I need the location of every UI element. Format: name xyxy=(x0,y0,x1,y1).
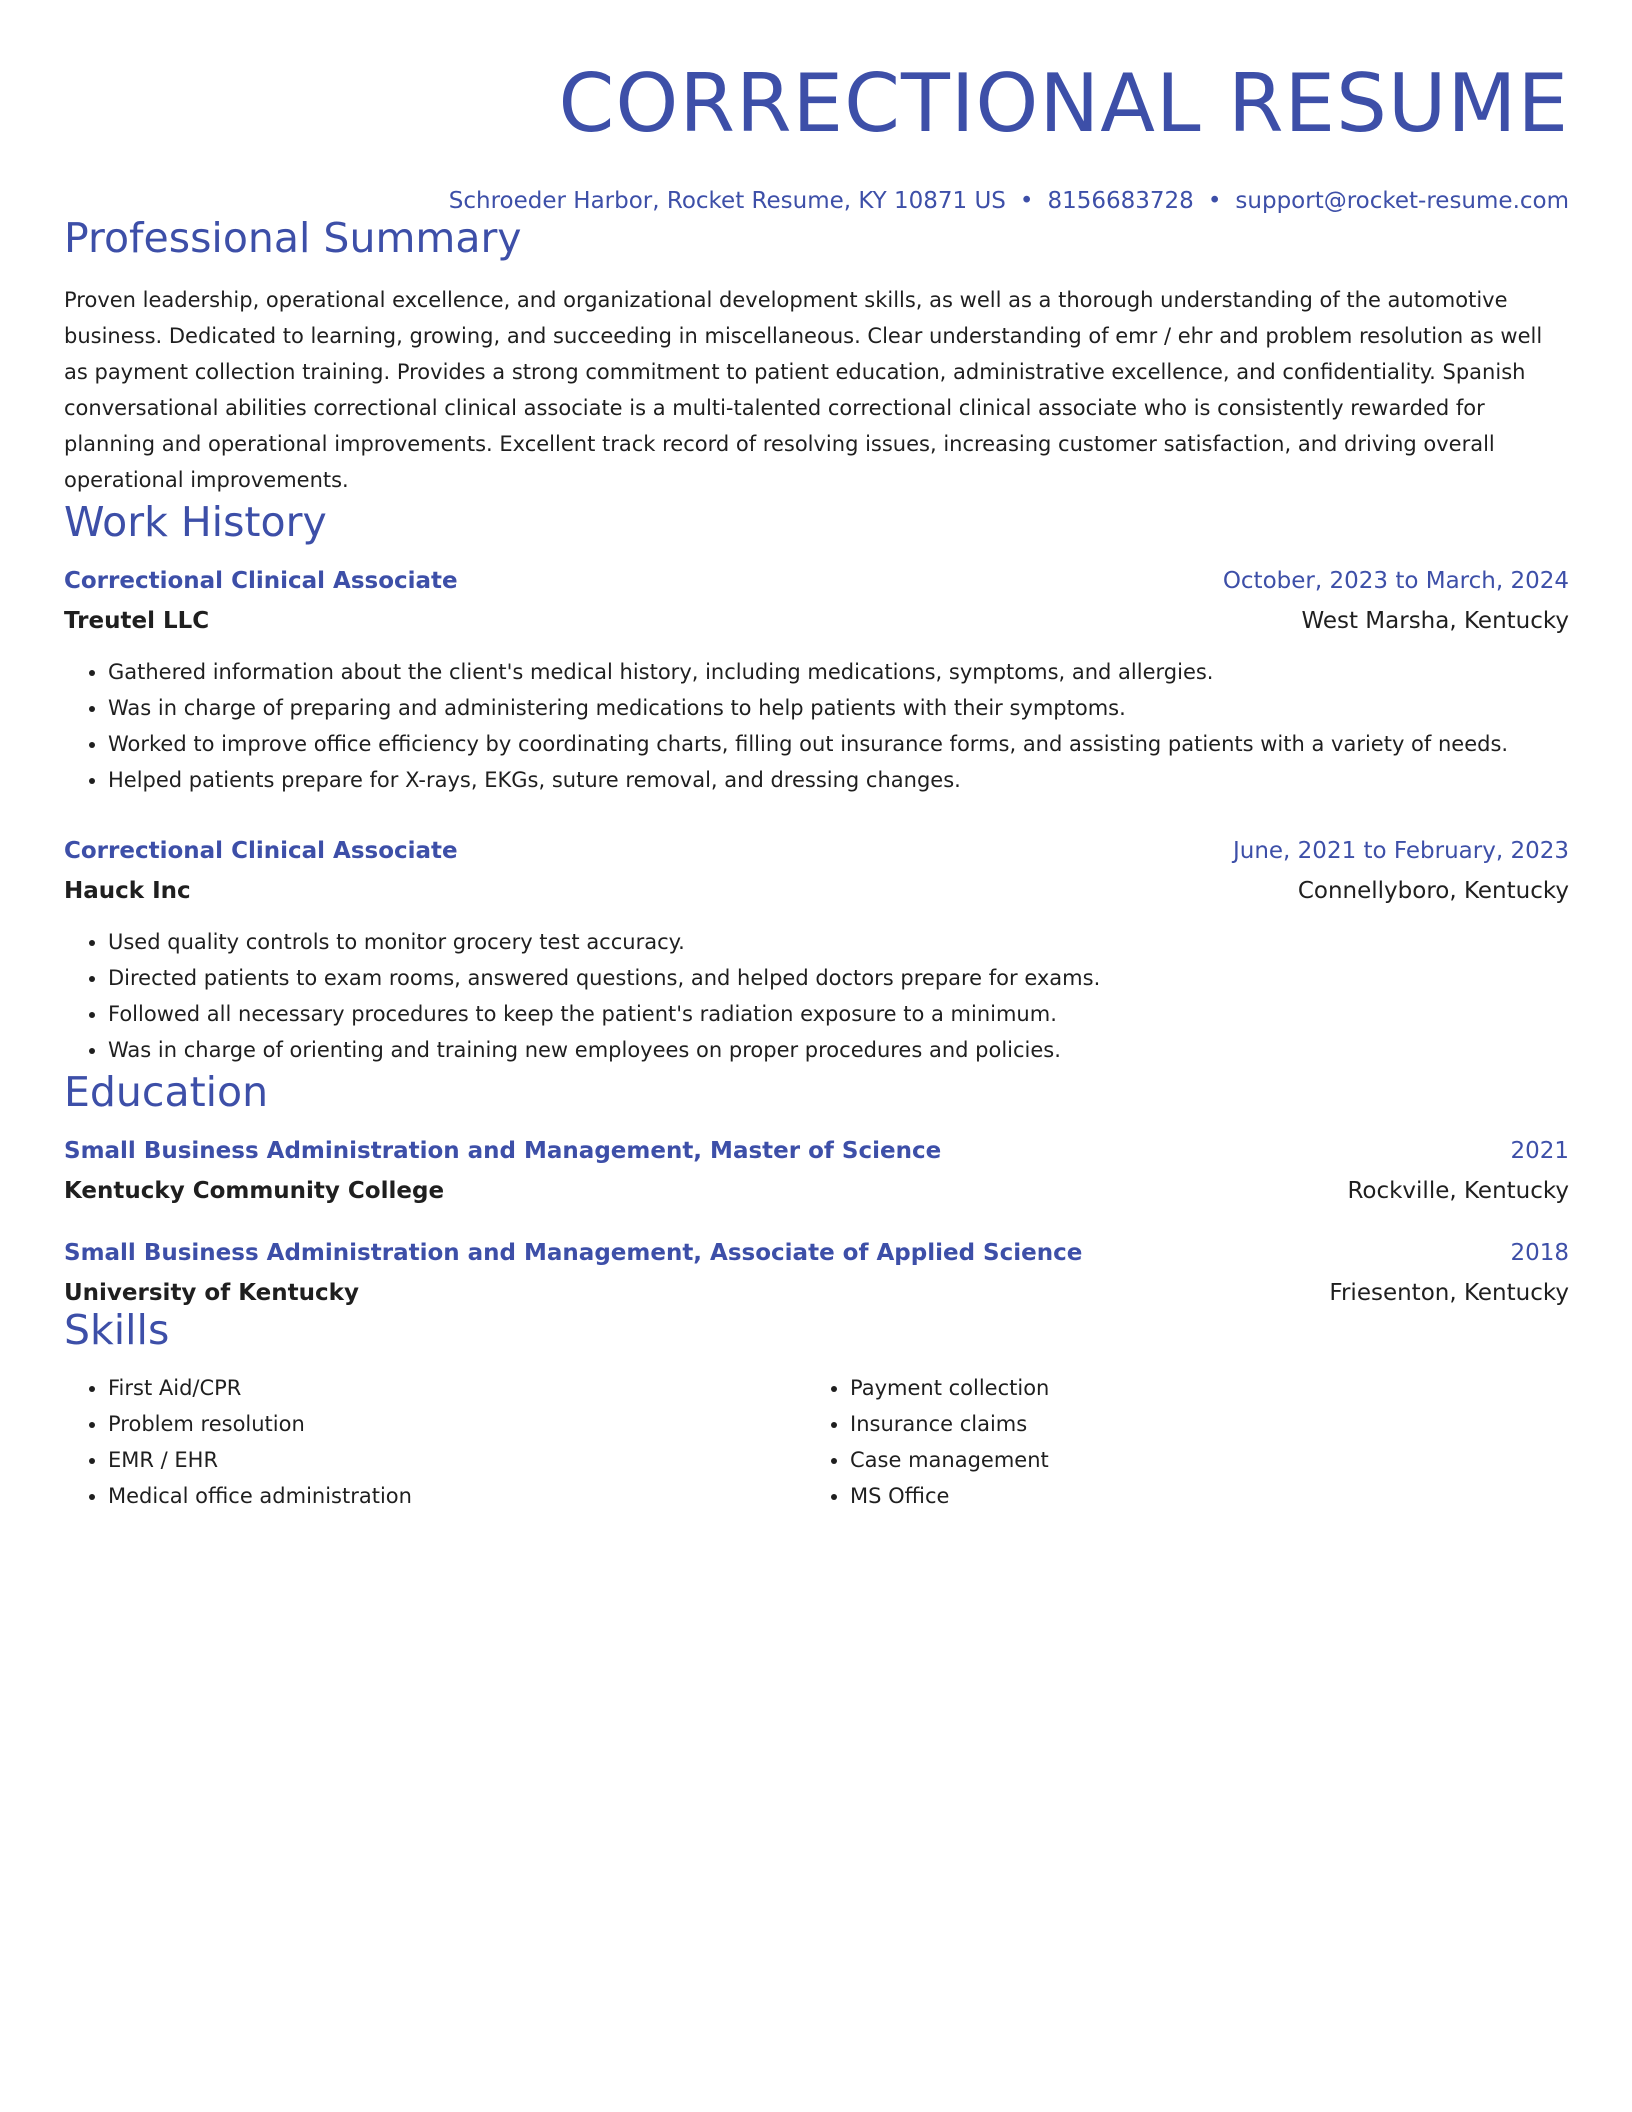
job-location: West Marsha, Kentucky xyxy=(1301,608,1569,634)
job-title: Correctional Clinical Associate xyxy=(64,838,458,864)
list-item: • Was in charge of preparing and administering medications to help patients with their symptoms. xyxy=(108,690,1569,726)
skills-column-left xyxy=(64,1370,806,1514)
degree-name: Small Business Administration and Management, Associate of Applied Science xyxy=(64,1240,1083,1266)
degree-row xyxy=(64,1138,1569,1164)
school-location: Friesenton, Kentucky xyxy=(1329,1280,1569,1306)
school-name: Kentucky Community College xyxy=(64,1178,445,1204)
job-entry xyxy=(64,568,1569,798)
job-title-row xyxy=(64,838,1569,864)
job-bullets xyxy=(64,654,1569,798)
page-title: CORRECTIONAL RESUME xyxy=(558,57,1569,150)
degree-year: 2021 xyxy=(1510,1138,1569,1164)
contact-phone: 8156683728 xyxy=(1047,188,1194,214)
list-item: • Was in charge of orienting and training new employees on proper procedures and policies. xyxy=(108,1032,1569,1068)
degree-name: Small Business Administration and Management, Master of Science xyxy=(64,1138,942,1164)
job-title-row xyxy=(64,568,1569,594)
degree-year: 2018 xyxy=(1510,1240,1569,1266)
list-item: • Directed patients to exam rooms, answered questions, and helped doctors prepare for exams. xyxy=(108,960,1569,996)
education-entry xyxy=(64,1240,1569,1306)
job-location: Connellyboro, Kentucky xyxy=(1297,878,1569,904)
list-item: • Gathered information about the client's medical history, including medications, symptoms, and allergies. xyxy=(108,654,1569,690)
job-entry xyxy=(64,838,1569,1068)
summary-text: Proven leadership, operational excellence, and organizational development skills, as well as a thorough understanding of the automotive business. Dedicated to learning, growing, and succeeding in miscellaneous. Clear understanding of emr / ehr and problem resolution as well as payment collection training. Provides a strong commitment to patient education, administrative excellence, and confidentiality. Spanish conversational abilities correctional clinical associate is a multi-talented correctional clinical associate who is consistently rewarded for planning and operational improvements. Excellent track record of resolving issues, increasing customer satisfaction, and driving overall operational improvements. xyxy=(64,288,1543,492)
contact-address: Schroeder Harbor, Rocket Resume, KY 10871 US xyxy=(448,188,1006,214)
job-company: Treutel LLC xyxy=(64,608,210,634)
skill-item: • Case management xyxy=(850,1442,1548,1478)
school-name: University of Kentucky xyxy=(64,1280,359,1306)
skills-heading: Skills xyxy=(64,1306,170,1354)
skill-item: • MS Office xyxy=(850,1478,1548,1514)
summary-heading: Professional Summary xyxy=(64,214,522,262)
skills-list xyxy=(64,1370,1569,1514)
education-heading: Education xyxy=(64,1068,269,1116)
contact-line xyxy=(64,188,1569,214)
job-bullets xyxy=(64,924,1569,1068)
contact-email: support@rocket-resume.com xyxy=(1235,188,1569,214)
job-title: Correctional Clinical Associate xyxy=(64,568,458,594)
list-item: • Worked to improve office efficiency by coordinating charts, filling out insurance forms, and assisting patients with a variety of needs. xyxy=(108,726,1569,762)
job-dates: June, 2021 to February, 2023 xyxy=(1232,838,1569,864)
contact-separator: • xyxy=(1019,188,1034,214)
school-row xyxy=(64,1280,1569,1306)
work-history-heading: Work History xyxy=(64,498,327,546)
skill-item: • Problem resolution xyxy=(108,1406,806,1442)
list-item: • Used quality controls to monitor grocery test accuracy. xyxy=(108,924,1569,960)
skill-item: • First Aid/CPR xyxy=(108,1370,806,1406)
skills-column-right xyxy=(806,1370,1548,1514)
school-location: Rockville, Kentucky xyxy=(1347,1178,1569,1204)
skill-item: • Payment collection xyxy=(850,1370,1548,1406)
job-dates: October, 2023 to March, 2024 xyxy=(1222,568,1569,594)
degree-row xyxy=(64,1240,1569,1266)
list-item: • Followed all necessary procedures to keep the patient's radiation exposure to a minimum. xyxy=(108,996,1569,1032)
skill-item: • EMR / EHR xyxy=(108,1442,806,1478)
resume-page xyxy=(64,0,1569,1514)
skill-item: • Medical office administration xyxy=(108,1478,806,1514)
job-company: Hauck Inc xyxy=(64,878,191,904)
school-row xyxy=(64,1178,1569,1204)
job-company-row xyxy=(64,608,1569,634)
skill-item: • Insurance claims xyxy=(850,1406,1548,1442)
job-company-row xyxy=(64,878,1569,904)
list-item: • Helped patients prepare for X-rays, EKGs, suture removal, and dressing changes. xyxy=(108,762,1569,798)
contact-separator: • xyxy=(1207,188,1222,214)
education-entry xyxy=(64,1138,1569,1204)
